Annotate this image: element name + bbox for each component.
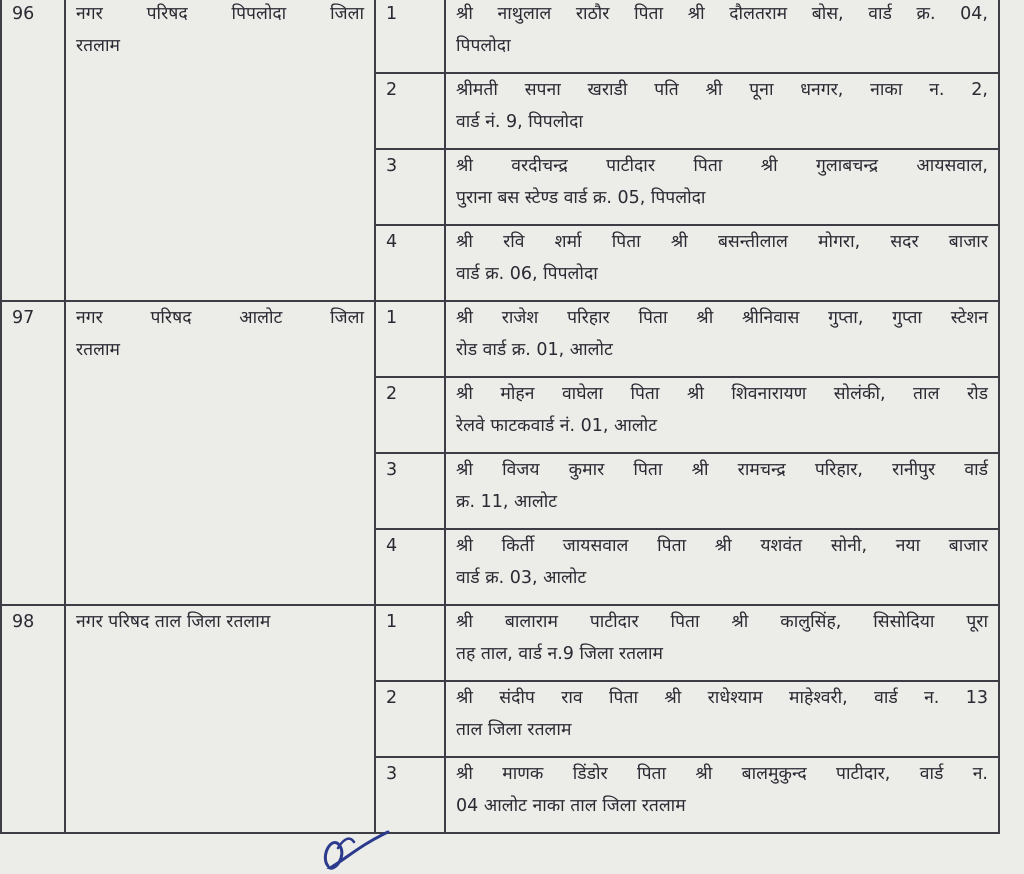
member-line: श्री नाथुलाल राठौर पिता श्री दौलतराम बोस, वार्ड क्र. 04, — [456, 4, 988, 24]
member-line: श्री मोहन वाघेला पिता श्री शिवनारायण सोलंकी, ताल रोड — [456, 384, 988, 404]
serial-number: 96 — [1, 0, 65, 301]
member-line: पिपलोदा — [456, 36, 511, 56]
council-name-line: रतलाम — [76, 340, 120, 360]
member-details — [445, 453, 999, 529]
member-line: श्री राजेश परिहार पिता श्री श्रीनिवास गुप्ता, गुप्ता स्टेशन — [456, 308, 988, 328]
member-line: रोड वार्ड क्र. 01, आलोट — [456, 340, 613, 360]
member-index: 3 — [375, 757, 445, 833]
member-line: रेलवे फाटकवार्ड नं. 01, आलोट — [456, 416, 658, 436]
member-index: 3 — [375, 453, 445, 529]
member-line: श्री बालाराम पाटीदार पिता श्री कालुसिंह, सिसोदिया पूरा — [456, 612, 988, 632]
member-line: वार्ड क्र. 06, पिपलोदा — [456, 264, 598, 284]
member-details — [445, 529, 999, 605]
signature-mark — [310, 826, 400, 874]
member-line: श्री वरदीचन्द्र पाटीदार पिता श्री गुलाबचन्द्र आयसवाल, — [456, 156, 988, 176]
member-details — [445, 73, 999, 149]
member-index: 3 — [375, 149, 445, 225]
member-details — [445, 757, 999, 833]
member-index: 1 — [375, 301, 445, 377]
member-line: तह ताल, वार्ड न.9 जिला रतलाम — [456, 644, 663, 664]
member-index: 4 — [375, 225, 445, 301]
member-details — [445, 301, 999, 377]
table-row — [1, 301, 999, 377]
member-line: 04 आलोट नाका ताल जिला रतलाम — [456, 796, 686, 816]
council-name-line: नगर परिषद आलोट जिला — [76, 308, 364, 328]
member-line: क्र. 11, आलोट — [456, 492, 558, 512]
member-details — [445, 377, 999, 453]
council-name-line: नगर परिषद ताल जिला रतलाम — [76, 612, 271, 632]
table-row — [1, 0, 999, 73]
member-details — [445, 0, 999, 73]
member-line: श्री माणक डिंडोर पिता श्री बालमुकुन्द पाटीदार, वार्ड न. — [456, 764, 988, 784]
serial-number: 98 — [1, 605, 65, 833]
council-name-line: नगर परिषद पिपलोदा जिला — [76, 4, 364, 24]
member-line: श्री रवि शर्मा पिता श्री बसन्तीलाल मोगरा, सदर बाजार — [456, 232, 988, 252]
member-line: पुराना बस स्टेण्ड वार्ड क्र. 05, पिपलोदा — [456, 188, 706, 208]
member-line: श्री संदीप राव पिता श्री राधेश्याम माहेश्वरी, वार्ड न. 13 — [456, 688, 988, 708]
member-index: 2 — [375, 377, 445, 453]
table-row — [1, 605, 999, 681]
member-index: 4 — [375, 529, 445, 605]
member-details — [445, 149, 999, 225]
member-index: 1 — [375, 605, 445, 681]
council-name — [65, 301, 375, 605]
council-name — [65, 605, 375, 833]
member-line: श्री विजय कुमार पिता श्री रामचन्द्र परिहार, रानीपुर वार्ड — [456, 460, 988, 480]
member-line: वार्ड नं. 9, पिपलोदा — [456, 112, 583, 132]
council-name-line: रतलाम — [76, 36, 120, 56]
member-details — [445, 605, 999, 681]
council-name — [65, 0, 375, 301]
member-details — [445, 225, 999, 301]
member-details — [445, 681, 999, 757]
member-line: ताल जिला रतलाम — [456, 720, 572, 740]
member-line: श्रीमती सपना खराडी पति श्री पूना धनगर, नाका न. 2, — [456, 80, 988, 100]
member-line: श्री किर्ती जायसवाल पिता श्री यशवंत सोनी, नया बाजार — [456, 536, 988, 556]
serial-number: 97 — [1, 301, 65, 605]
member-line: वार्ड क्र. 03, आलोट — [456, 568, 587, 588]
member-index: 2 — [375, 73, 445, 149]
member-index: 2 — [375, 681, 445, 757]
member-index: 1 — [375, 0, 445, 73]
